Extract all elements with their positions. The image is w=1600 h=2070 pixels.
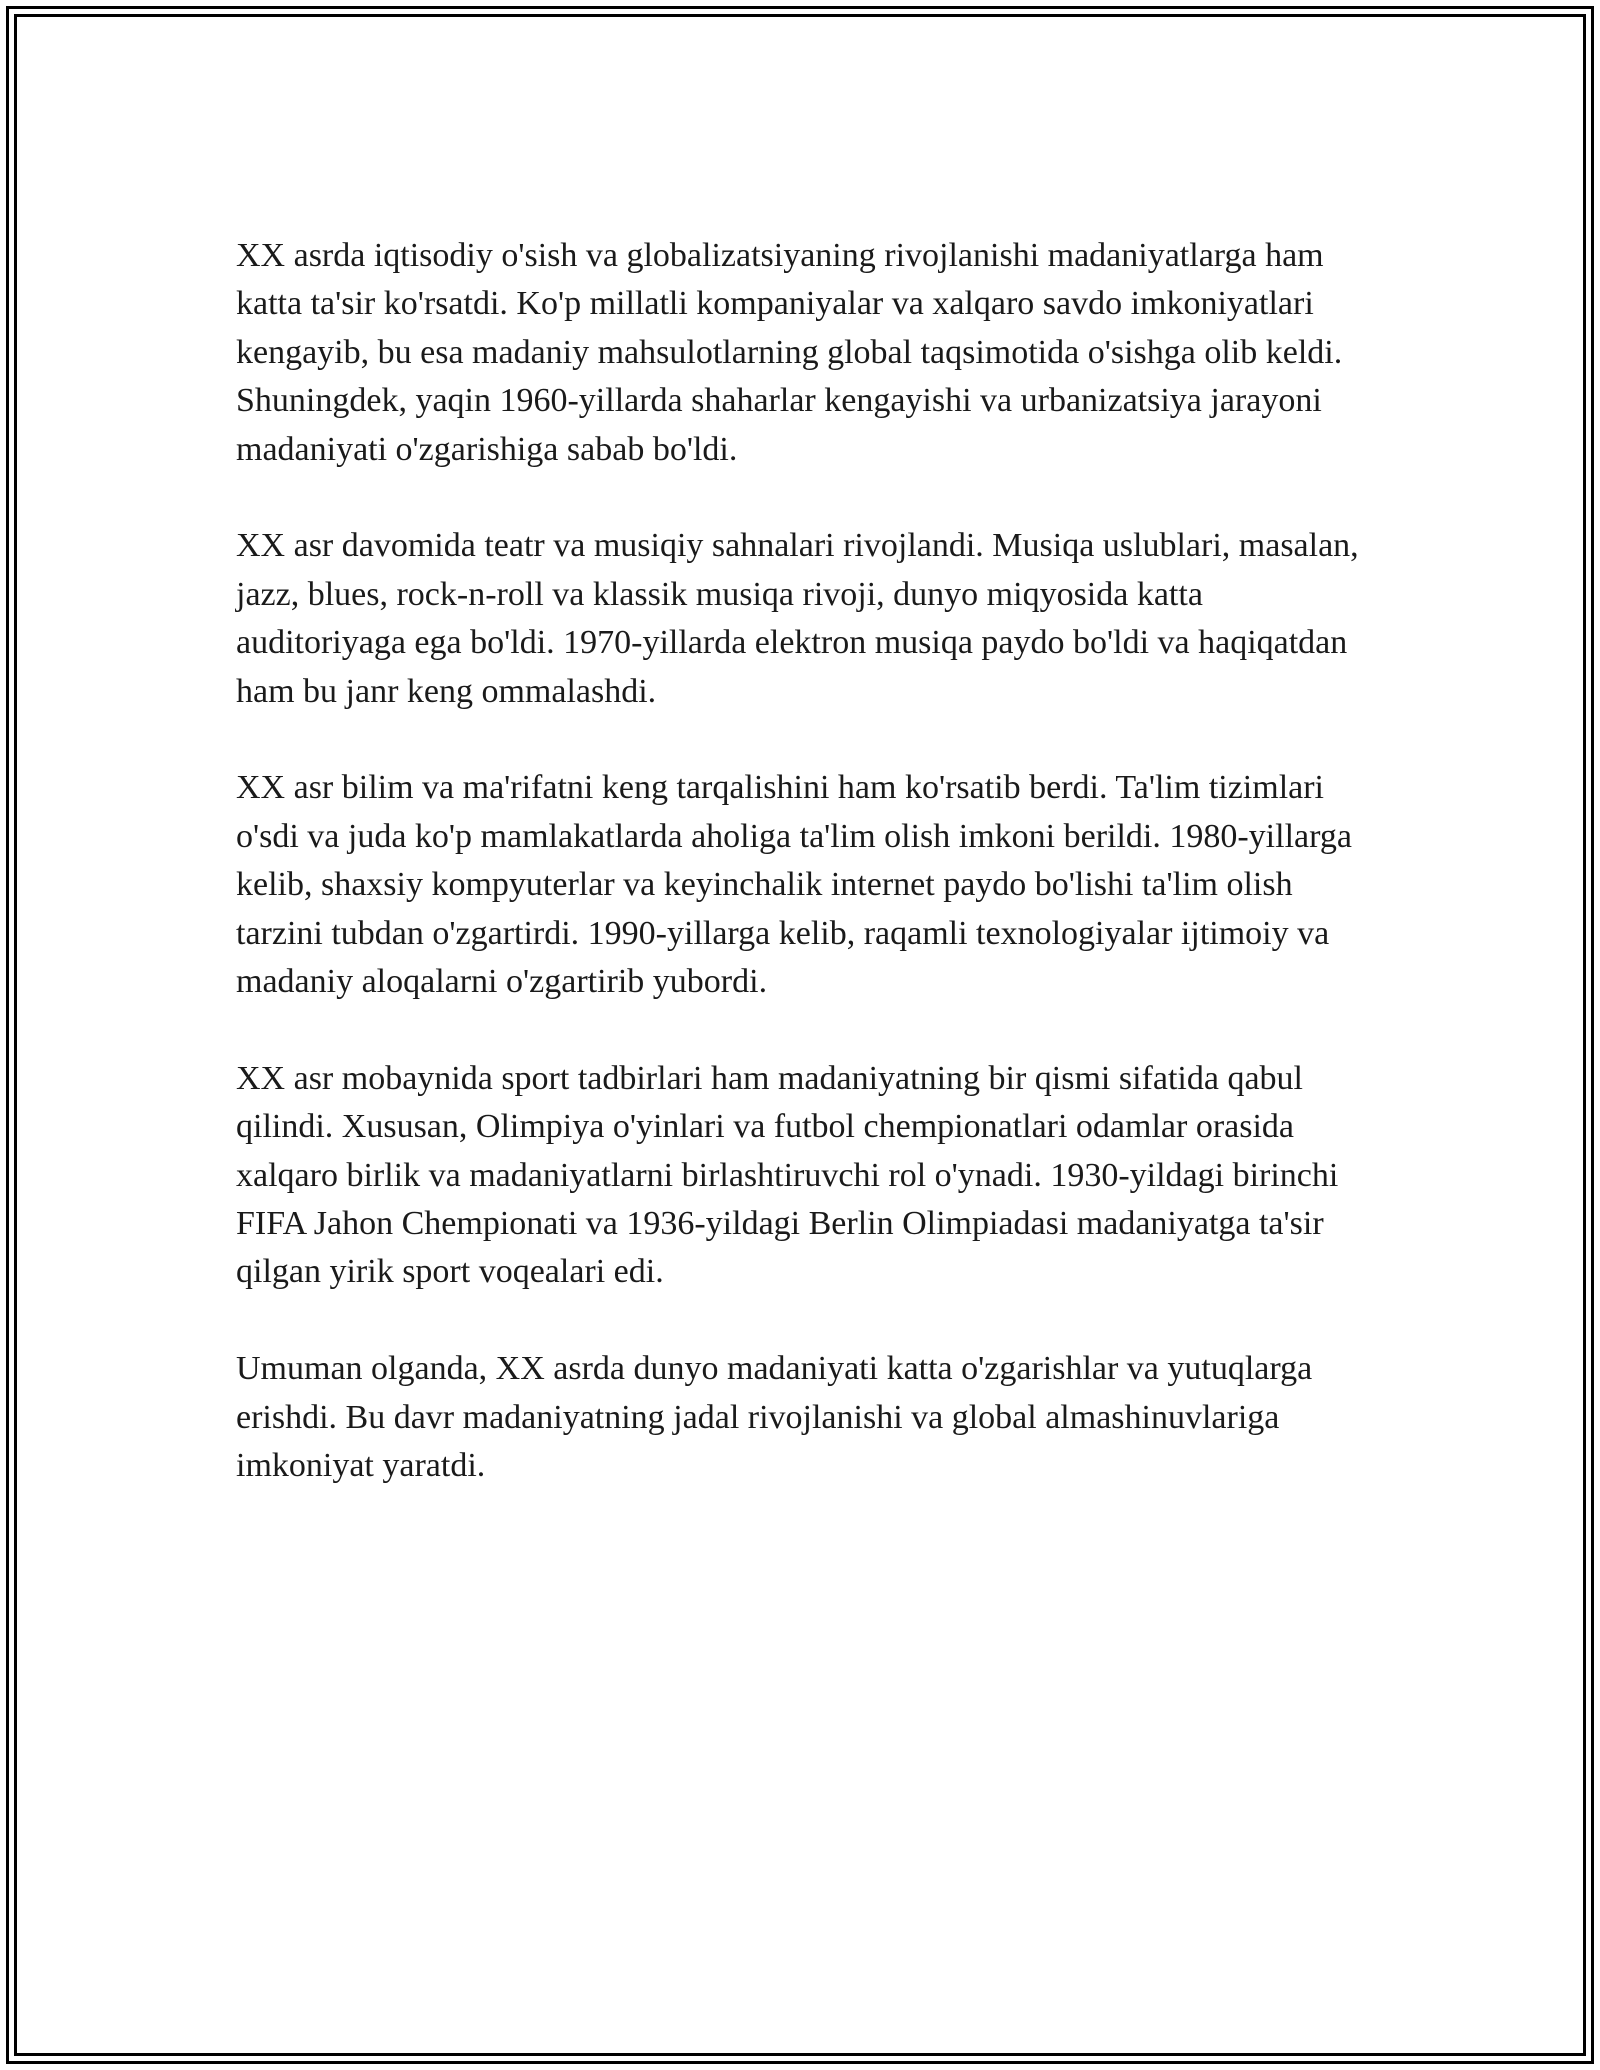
paragraph-conclusion: Umuman olganda, XX asrda dunyo madaniyati katta o'zgarishlar va yutuqlarga erishdi. Bu davr madaniyatning jadal rivojlanishi va global almashinuvlariga imkoniyat yaratdi. [236, 1350, 1313, 1485]
paragraph-education: XX asr bilim va ma'rifatni keng tarqalishini ham ko'rsatib berdi. Ta'lim tizimlari o'sdi va juda ko'p mamlakatlarda aholiga ta'lim olish imkoni berildi. 1980-yillarga kelib, shaxsiy kompyuterlar va keyinchalik internet paydo bo'lishi ta'lim olish tarzini tubdan o'zgartirdi. 1990-yillarga kelib, raqamli texnologiyalar ijtimoiy va madaniy aloqalarni o'zgartirib yubordi. [236, 769, 1352, 1001]
paragraph-music: XX asr davomida teatr va musiqiy sahnalari rivojlandi. Musiqa uslublari, masalan, jazz, blues, rock-n-roll va klassik musiqa rivoji, dunyo miqyosida katta auditoriyaga ega bo'ldi. 1970-yillarda elektron musiqa paydo bo'ldi va haqiqatdan ham bu janr keng ommalashdi. [236, 527, 1359, 710]
document-body [236, 232, 1376, 1539]
paragraph-sport: XX asr mobaynida sport tadbirlari ham madaniyatning bir qismi sifatida qabul qilindi. Xususan, Olimpiya o'yinlari va futbol chempionatlari odamlar orasida xalqaro birlik va madaniyatlarni birlashtiruvchi rol o'ynadi. 1930-yildagi birinchi FIFA Jahon Chempionati va 1936-yildagi Berlin Olimpiadasi madaniyatga ta'sir qilgan yirik sport voqealari edi. [236, 1059, 1339, 1291]
paragraph-economy: XX asrda iqtisodiy o'sish va globalizatsiyaning rivojlanishi madaniyatlarga ham katta ta'sir ko'rsatdi. Ko'p millatli kompaniyalar va xalqaro savdo imkoniyatlari kengayib, bu esa madaniy mahsulotlarning global taqsimotida o'sishga olib keldi. Shuningdek, yaqin 1960-yillarda shaharlar kengayishi va urbanizatsiya jarayoni madaniyati o'zgarishiga sabab bo'ldi. [236, 237, 1343, 468]
